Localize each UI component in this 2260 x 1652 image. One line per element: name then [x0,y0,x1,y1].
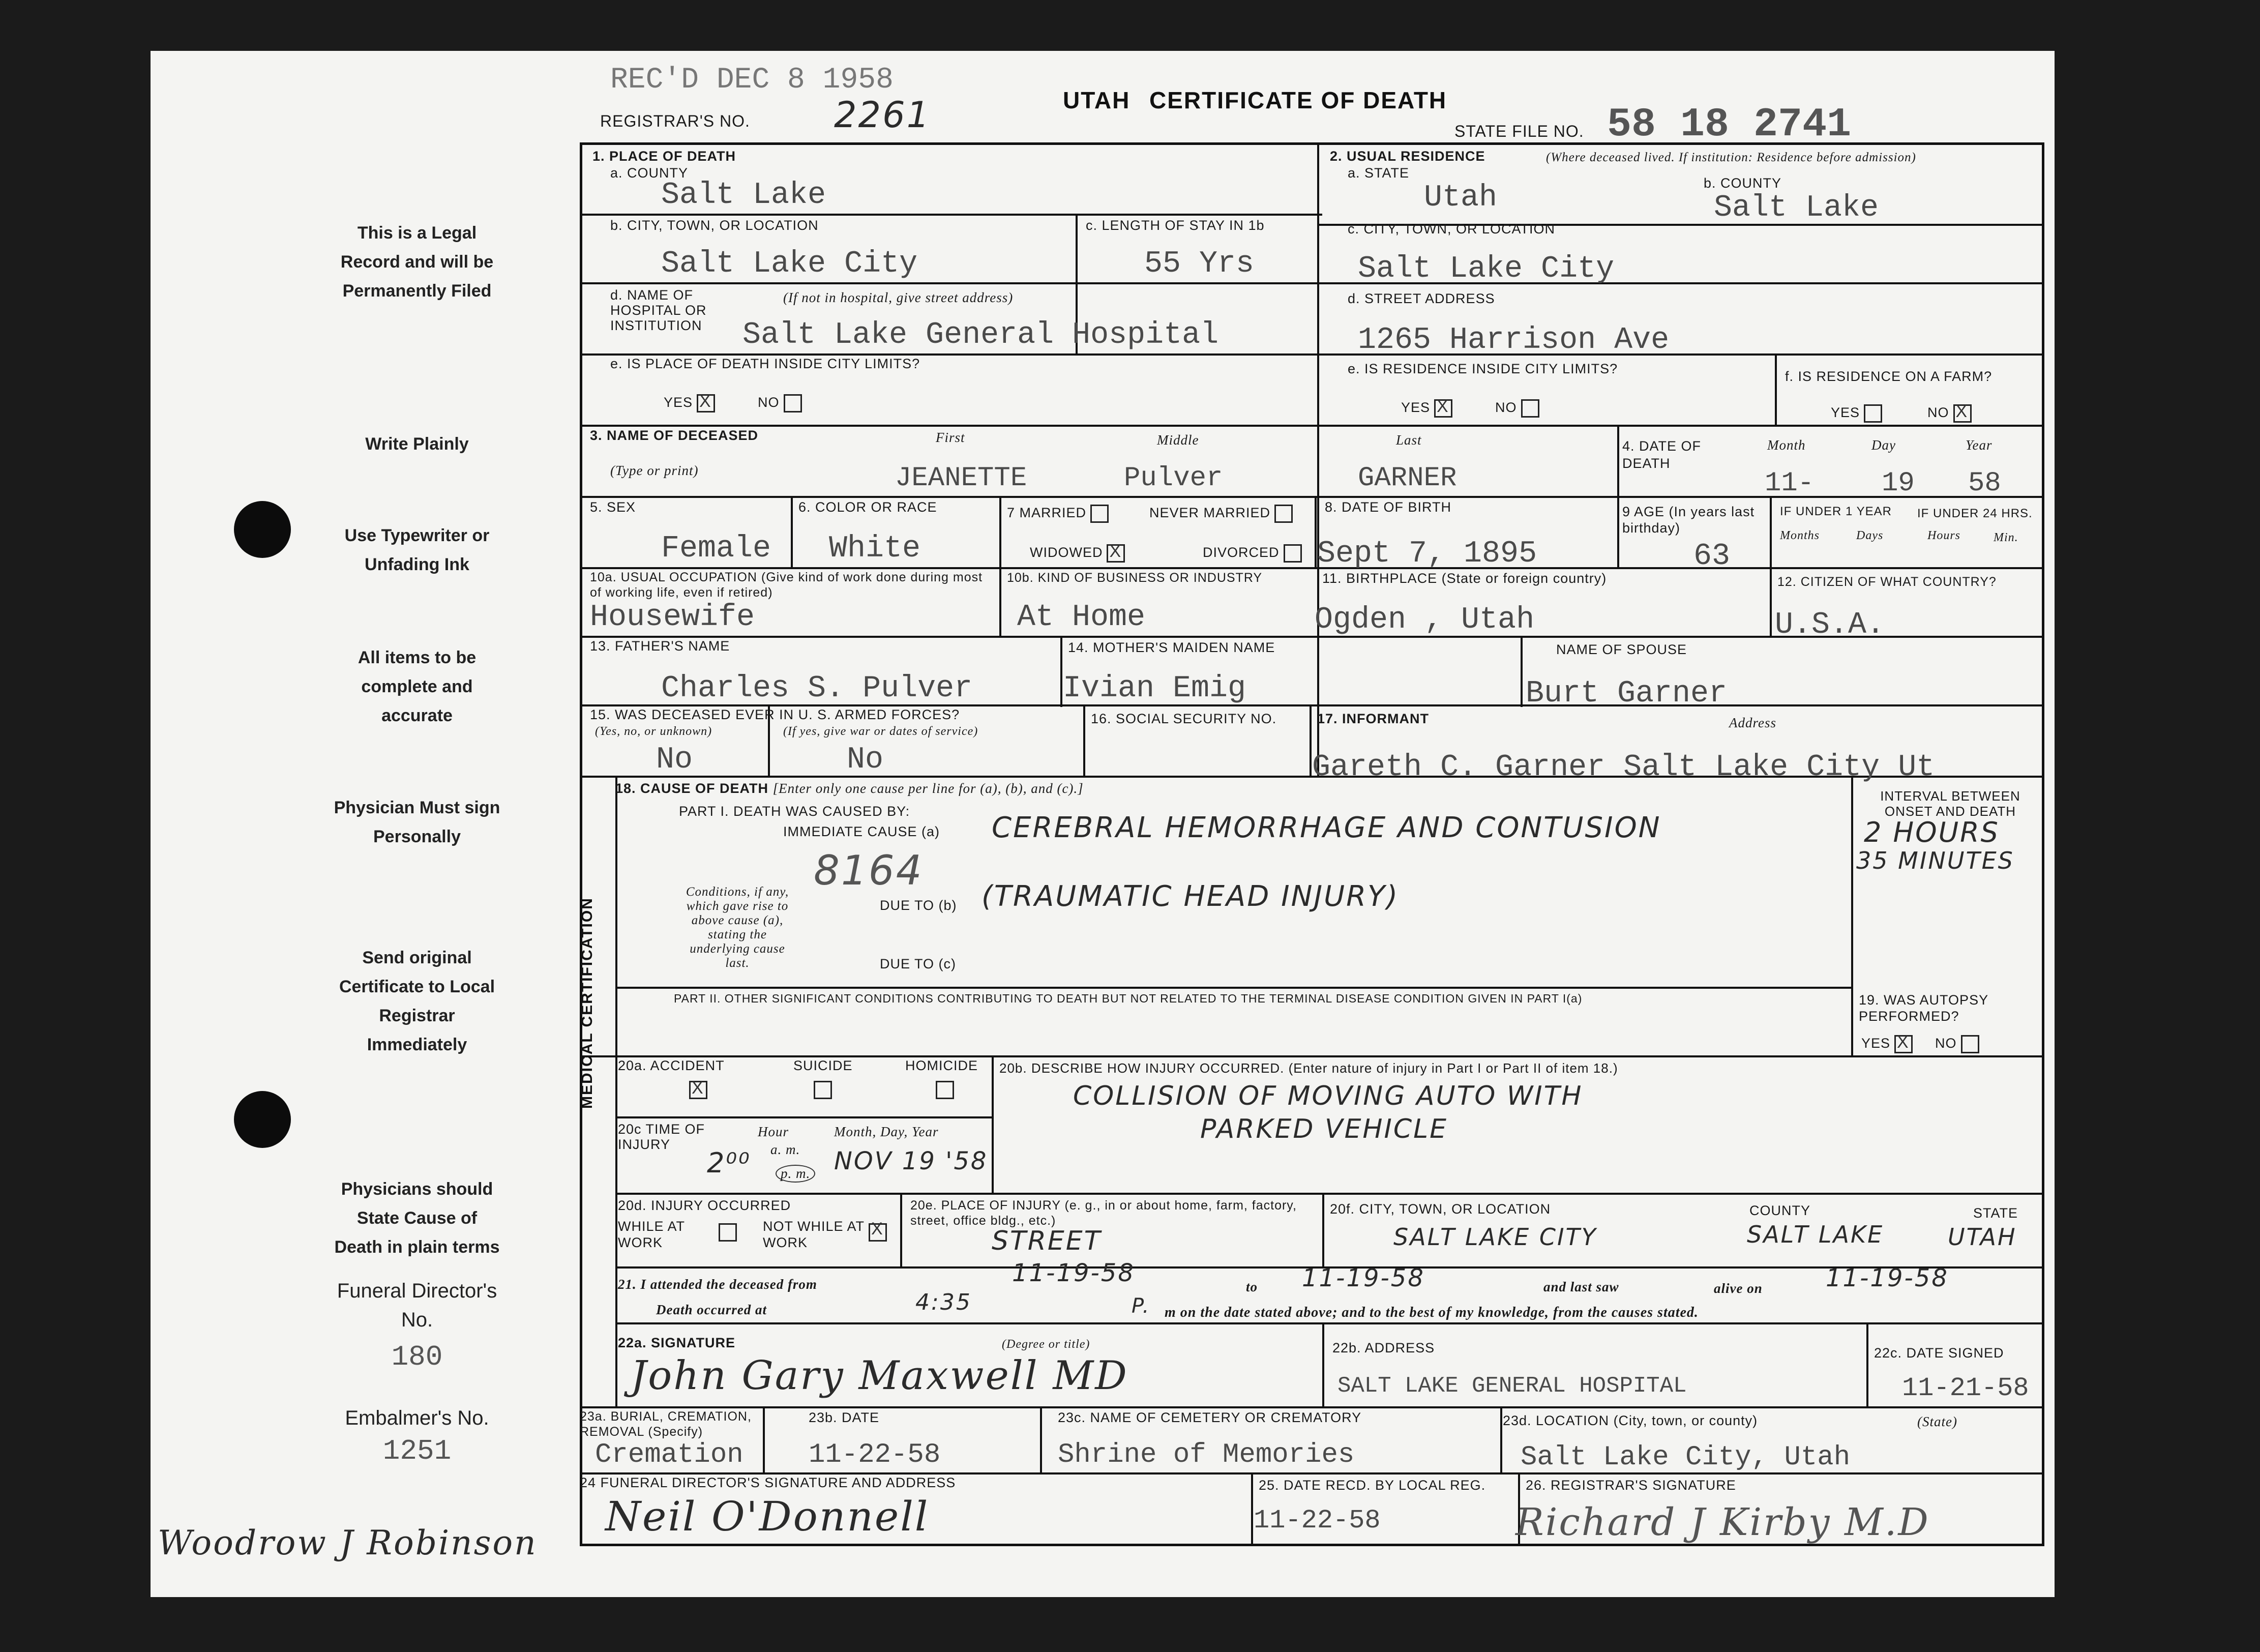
disposition: Cremation [595,1439,744,1470]
label-sex: 5. SEX [590,499,636,515]
label-time-of-injury: 20c TIME OF INJURY [618,1122,705,1152]
disposition-location: Salt Lake City, Utah [1521,1442,1851,1473]
registrar-label: REGISTRAR'S NO. [600,112,750,130]
rule [1770,496,1772,636]
death-year: 58 [1968,468,2001,499]
label-due-to-b: DUE TO (b) [880,898,957,913]
rule [580,425,2044,427]
funeral-director-number: 180 [391,1341,443,1373]
death-city: Salt Lake City [661,247,918,281]
sidebar-note-typewriter: Use Typewriter or Unfading Ink [344,526,490,574]
checkbox-autopsy-no[interactable]: NO [1935,1035,1979,1053]
alive-on-date: 11-19-58 [1826,1264,1949,1292]
death-time: 4:35 [915,1289,972,1315]
label-farm: f. IS RESIDENCE ON A FARM? [1785,369,1993,384]
war-service: No [847,743,884,777]
medical-certification-label: MEDICAL CERTIFICATION [579,897,596,1109]
label-location-state: (State) [1917,1414,1957,1429]
armed-forces: No [656,743,693,777]
checkbox-homicide[interactable]: HOMICIDE [905,1058,978,1099]
label-injury-county: COUNTY [1749,1203,1810,1218]
rule [615,1193,2044,1195]
label-physician-address: 22b. ADDRESS [1332,1340,1435,1355]
injury-state: UTAH [1948,1223,2017,1251]
checkbox-widowed[interactable]: WIDOWEDX [1030,544,1125,563]
label-middle: Middle [1157,432,1199,448]
checkbox-married[interactable]: 7 MARRIED [1007,505,1109,523]
label-res-city: c. CITY, TOWN, OR LOCATION [1348,221,1556,237]
label-last: Last [1396,432,1422,448]
interval-minutes: 35 MINUTES [1856,847,2014,874]
label-birthplace: 11. BIRTHPLACE (State or foreign country) [1322,571,1607,586]
rule [992,1055,994,1193]
rule [615,1116,992,1118]
label-spouse: NAME OF SPOUSE [1556,642,1687,657]
label-age: 9 AGE (In years last birthday) [1622,504,1755,536]
checkbox-res-inside-yes[interactable]: YESX [1401,399,1452,418]
label-to: to [1246,1279,1258,1294]
label-name-deceased: 3. NAME OF DECEASED [590,428,759,443]
checkbox-suicide[interactable]: SUICIDE [793,1058,853,1099]
informant: Gareth C. Garner Salt Lake City Ut [1312,750,1935,785]
label-date-received: 25. DATE RECD. BY LOCAL REG. [1259,1478,1486,1493]
label-dob: 8. DATE OF BIRTH [1325,499,1452,515]
label-days: Days [1856,529,1884,542]
sidebar-note-cause: Physicians should State Cause of Death in plain terms [334,1179,500,1257]
injury-city: SALT LAKE CITY [1393,1223,1597,1251]
father-name: Charles S. Pulver [661,671,973,706]
age: 63 [1693,539,1731,574]
label-hospital: d. NAME OF HOSPITAL OR INSTITUTION [610,287,707,333]
rule [615,987,1851,989]
checkbox-divorced[interactable]: DIVORCED [1203,544,1302,563]
sidebar-note-legal: This is a Legal Record and will be Permanently Filed [340,223,494,301]
checkbox-accident[interactable]: 20a. ACCIDENT X [618,1058,725,1099]
injury-description-1: COLLISION OF MOVING AUTO WITH [1073,1081,1583,1111]
embalmer-signature: Woodrow J Robinson [158,1523,538,1562]
death-county: Salt Lake [661,178,826,213]
checkbox-farm-yes[interactable]: YES [1831,404,1882,423]
rule [1310,704,1312,776]
label-pm: p. m. [776,1165,815,1183]
label-father: 13. FATHER'S NAME [590,638,730,654]
label-last-saw: and last saw [1543,1279,1619,1294]
death-day: 19 [1882,468,1915,499]
label-day: Day [1871,437,1896,453]
label-first: First [936,430,965,445]
certificate-title: CERTIFICATE OF DEATH [1149,87,1447,113]
rule [1315,496,1317,567]
label-hour: Hour [758,1124,789,1139]
label-mdy: Month, Day, Year [834,1124,939,1139]
rule [1060,636,1062,707]
cemetery: Shrine of Memories [1058,1439,1355,1470]
label-part-1: PART I. DEATH WAS CAUSED BY: [679,804,910,819]
label-death-occurred: Death occurred at [656,1302,767,1317]
spouse-name: Burt Garner [1526,676,1728,711]
rule [580,1406,2044,1408]
label-city: b. CITY, TOWN, OR LOCATION [610,218,819,233]
received-stamp: REC'D DEC 8 1958 [610,64,894,97]
checkbox-death-inside-no[interactable]: NO [758,394,802,412]
rule [1775,353,1777,425]
attended-to: 11-19-58 [1302,1264,1425,1292]
death-month: 11- [1765,468,1815,499]
date-signed: 11-21-58 [1902,1373,2029,1403]
rule [1617,425,1619,567]
checkbox-never-married[interactable]: NEVER MARRIED [1149,505,1293,523]
rule [791,496,793,567]
punch-hole-top [234,501,291,558]
icd-code: 8164 [814,847,924,894]
residence-city: Salt Lake City [1358,252,1615,286]
label-hospital-note: (If not in hospital, give street address) [783,290,1014,305]
rule [999,496,1001,636]
state-file-label: STATE FILE NO. [1454,122,1584,140]
label-min: Min. [1994,531,2018,544]
label-state: a. STATE [1348,165,1410,181]
registrar-number: 2261 [834,94,931,136]
state-file-number: 58 18 2741 [1607,102,1852,148]
label-year: Year [1966,437,1993,453]
label-res-inside-city: e. IS RESIDENCE INSIDE CITY LIMITS? [1348,361,1618,376]
title-state: UTAH [1063,87,1131,113]
injury-date: NOV 19 '58 [834,1147,988,1175]
date-of-birth: Sept 7, 1895 [1317,537,1537,571]
label-res-county: b. COUNTY [1704,175,1782,191]
label-cemetery: 23c. NAME OF CEMETERY OR CREMATORY [1058,1410,1362,1425]
label-funeral-director: 24 FUNERAL DIRECTOR'S SIGNATURE AND ADDRESS [580,1475,956,1490]
funeral-director-label: Funeral Director's No. [337,1280,497,1331]
embalmer-number: 1251 [382,1435,452,1467]
citizen: U.S.A. [1775,608,1885,642]
label-disposition: 23a. BURIAL, CREMATION, REMOVAL (Specify) [580,1409,752,1439]
label-hours: Hours [1927,529,1961,542]
middle-name: Pulver [1124,463,1223,494]
label-am: a. m. [770,1142,800,1157]
label-certify: m on the date stated above; and to the best of my knowledge, from the causes stated. [1165,1305,1699,1320]
physician-address: SALT LAKE GENERAL HOSPITAL [1337,1373,1687,1399]
first-name: JEANETTE [895,463,1027,494]
rule [580,496,2044,498]
label-disposition-date: 23b. DATE [809,1410,880,1425]
sidebar-note-physician: Physician Must sign Personally [334,798,500,846]
sidebar-note-complete: All items to be complete and accurate [358,648,477,725]
interval-hours: 2 HOURS [1864,816,2000,848]
rule [580,567,2044,569]
date-received: 11-22-58 [1254,1506,1381,1536]
rule [615,776,617,1406]
label-registrar-signature: 26. REGISTRAR'S SIGNATURE [1526,1478,1736,1493]
label-race: 6. COLOR OR RACE [798,499,937,515]
rule [580,282,2044,284]
label-months: Months [1780,529,1820,542]
physician-signature: John Gary Maxwell MD [631,1353,1128,1399]
label-social-security: 16. SOCIAL SECURITY NO. [1091,711,1277,726]
rule [1083,704,1085,776]
label-street: d. STREET ADDRESS [1348,291,1495,306]
checkbox-death-inside-yes[interactable]: YESX [664,394,715,412]
last-name: GARNER [1358,463,1457,494]
residence-street: 1265 Harrison Ave [1358,323,1670,358]
rule [580,353,2044,356]
label-attended: 21. I attended the deceased from [618,1277,817,1292]
label-due-to-c: DUE TO (c) [880,956,957,971]
label-mother: 14. MOTHER'S MAIDEN NAME [1068,640,1275,655]
label-date-of-death: 4. DATE OF DEATH [1622,438,1702,471]
length-of-stay: 55 Yrs [1144,247,1255,281]
label-under-1-year: IF UNDER 1 YEAR [1780,505,1892,518]
label-cause-of-death: 18. CAUSE OF DEATH [Enter only one cause per line for (a), (b), and (c).] [615,781,1084,796]
rule [1521,636,1523,707]
label-conditions: Conditions, if any, which gave rise to above cause (a), stating the underlying cause last. [686,885,789,970]
label-alive-on: alive on [1714,1281,1763,1296]
checkbox-res-inside-no[interactable]: NO [1495,399,1539,418]
label-residence-note: (Where deceased lived. If institution: Residence before admission) [1546,151,1916,164]
rule [580,1055,2044,1057]
sex: Female [661,532,771,566]
disposition-date: 11-22-58 [809,1439,941,1470]
rule [615,1322,2044,1324]
label-address: Address [1729,715,1776,730]
label-war-note: (If yes, give war or dates of service) [783,725,978,738]
label-armed-forces: 15. WAS DECEASED EVER IN U. S. ARMED FORCES? [590,707,960,722]
label-place-of-death: 1. PLACE OF DEATH [592,149,736,164]
label-business: 10b. KIND OF BUSINESS OR INDUSTRY [1007,571,1263,585]
label-injury-state: STATE [1973,1205,2018,1221]
label-autopsy: 19. WAS AUTOPSY PERFORMED? [1859,992,1988,1024]
rule [1040,1406,1042,1472]
hospital-name: Salt Lake General Hospital [742,318,1219,352]
label-injury-occurred: 20d. INJURY OCCURRED [618,1198,791,1213]
attended-from: 11-19-58 [1012,1259,1135,1287]
injury-county: SALT LAKE [1747,1221,1884,1248]
label-inside-city: e. IS PLACE OF DEATH INSIDE CITY LIMITS? [610,356,920,371]
sidebar-note-plain: Write Plainly [365,434,469,454]
checkbox-not-while-at-work[interactable]: NOT WHILE AT WORK X [763,1218,870,1251]
embalmer-label: Embalmer's No. [345,1407,489,1429]
checkbox-autopsy-yes[interactable]: YESX [1861,1035,1913,1053]
mother-name: Ivian Emig [1063,671,1246,706]
checkbox-while-at-work[interactable]: WHILE AT WORK [618,1218,725,1251]
label-injury-city: 20f. CITY, TOWN, OR LOCATION [1330,1201,1551,1217]
label-under-24-hrs: IF UNDER 24 HRS. [1917,507,2033,520]
rule [1317,142,1319,776]
checkbox-farm-no[interactable]: NOX [1927,404,1972,423]
injury-description-2: PARKED VEHICLE [1200,1114,1448,1144]
label-occupation: 10a. USUAL OCCUPATION (Give kind of work done during most of working life, even if retired) [590,570,983,600]
funeral-director-signature: Neil O'Donnell [605,1493,930,1540]
injury-hour: 2⁰⁰ [707,1147,751,1179]
birthplace: Ogden , Utah [1315,603,1535,637]
rule [1866,1322,1868,1406]
cause-a: CEREBRAL HEMORRHAGE AND CONTUSION [992,811,1661,844]
label-usual-residence: 2. USUAL RESIDENCE [1330,149,1485,164]
label-date-signed: 22c. DATE SIGNED [1874,1345,2004,1361]
label-armed-note: (Yes, no, or unknown) [595,725,712,738]
rule [1251,1472,1253,1546]
rule [900,1193,902,1266]
rule [1500,1406,1502,1472]
label-informant: 17. INFORMANT [1317,711,1430,726]
registrar-signature: Richard J Kirby M.D [1515,1500,1930,1544]
punch-hole-bottom [234,1091,291,1148]
label-month: Month [1767,437,1806,453]
residence-county: Salt Lake [1714,191,1879,225]
label-location: 23d. LOCATION (City, town, or county) [1503,1413,1758,1428]
sidebar-note-send: Send original Certificate to Local Registrar Immediately [339,948,495,1054]
rule [1851,776,1853,1055]
label-signature: 22a. SIGNATURE [618,1335,736,1350]
rule [1322,1322,1324,1406]
label-interval: INTERVAL BETWEEN ONSET AND DEATH [1880,788,2020,819]
label-type-or-print: (Type or print) [610,463,699,478]
label-place-of-injury: 20e. PLACE OF INJURY (e. g., in or about home, farm, factory, street, office bldg., etc.) [910,1198,1297,1228]
business: At Home [1017,600,1146,635]
injury-place: STREET [992,1226,1102,1256]
occupation: Housewife [590,600,755,635]
label-citizen: 12. CITIZEN OF WHAT COUNTRY? [1777,575,1997,589]
label-degree: (Degree or title) [1002,1338,1090,1351]
rule [580,214,1322,216]
race: White [829,532,921,566]
residence-state: Utah [1424,181,1498,215]
label-county: a. COUNTY [610,165,689,181]
label-part-2: PART II. OTHER SIGNIFICANT CONDITIONS CONTRIBUTING TO DEATH BUT NOT RELATED TO THE TERMINAL DISEASE CONDITION GIVEN IN PART I(a) [674,992,1583,1005]
label-injury-how: 20b. DESCRIBE HOW INJURY OCCURRED. (Enter nature of injury in Part I or Part II of item 18.) [999,1060,1618,1076]
form-frame [580,142,2044,1546]
label-length-of-stay: c. LENGTH OF STAY IN 1b [1086,218,1265,233]
death-pm: P. [1132,1294,1151,1318]
label-immediate-cause: IMMEDIATE CAUSE (a) [783,824,940,839]
rule [1322,1193,1324,1266]
cause-b: (TRAUMATIC HEAD INJURY) [982,880,1400,913]
